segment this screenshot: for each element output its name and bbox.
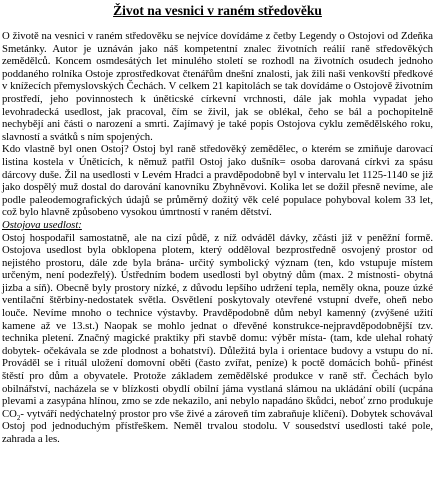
section-heading-usedlost: Ostojova usedlost: [2,218,82,231]
intro-paragraph: O životě na vesnici v raném středověku se nejvíce dovídáme z četby Legendy o Ostojovi od Zdeňka Smetánky. Autor je uznáván jako náš kompetentní znalec životních reálií raně středověkých zemědělců. Koncem osmdesátých let minulého století se rozhodl na životních osudech jednoho poddaného rolníka Ostoje zprostředkovat čtenářům dnešní znalosti, jak žili naši venkovští předkové v knížecích přemyslovských Čechách. V celkem 21 kapitolách se tak dovídáme o Ostojově životním prostředí, jeho povinnostech k úněticské církevní vrchnosti, dále jak mohla vypadat jeho levohradecká usedlost, jak pracoval, čím se živil, jak se oblékal, čeho se bál a pochopitelně nechybějí ani části o narození a smrti. Zajímavý je také popis Ostojova cyklu zemědělského roku, slavností a svátků s ním spojených. [2,30,433,143]
ostoj-paragraph: Kdo vlastně byl onen Ostoj? Ostoj byl raně středověký zemědělec, o kterém se zmiňuje darovací listina kostela v Úněticích, k němuž patřil Ostoj jako dušník= osoba darovaná církvi za spásu dárcovy duše. Žil na usedlosti v Levém Hradci a pravděpodobně byl v intervalu let 1125-1140 se již jako dospělý muž dostal do darování kanovníku Zbyhněvovi. Kolika let se dožil přesně nevíme, ale podle paleodemografických údajů se průměrný dožitý věk celé populace pohyboval kolem 33 let, což bylo hlavně způsobeno vysokou úmrtností v raném dětství. [2,143,433,219]
co2-subscript: 2 [16,413,21,422]
usedlost-paragraph [2,232,433,446]
usedlost-text-part-1: Ostoj hospodařil samostatně, ale na cizí půdě, z níž odváděl dávky, zčásti již v peněžní formě. Ostojova usedlost byla obklopena plotem, který odděloval bezprostředně osvojený prostor od nejistého prostoru, dále zde byla brána- určitý symbolický význam (ten, kdo vstupuje místem určeným, není podezřelý). Ústředním bodem usedlosti byl obytný dům (max. 2 místnosti- obytná jizba a síň). Obecně byly prostory nízké, z důvodu lepšího udržení tepla, neměly okna, pouze úzké ventilační štěrbiny-nedostatek světla. Osvětlení poskytovaly otevřené vstupní dveře, oheň nebo louče. Nevíme mnoho o technice výstavby. Pravděpodobně dům nebyl kamenný (zvýšené užití kamene až ve 13.st.) Naopak se mohlo jednat o dřevěné konstrukce-nejpravděpodobnější tzv. technika pletení. Značný magické praktiky při stavbě domu: výběr místa- (tam, kde ulehal rohatý dobytek- očekávala se zde plodnost a bohatství). Důležitá byla i orientace budovy a vstupu do ní. Prováděl se i rituál uložení domovní oběti (často zvířat, peníze) k poctě domácích bohů- přinést štěstí pro dům a obyvatele. Protože základem zemědělské produkce v raně stř. Čechách bylo obilnářství, nacházela se v blízkosti obydlí obilní jáma vystlaná slámou na ukládání obilí (ucpána plevami a zasypána hlínou, zmo se zde nekazilo, ani nebylo napadáno škůdci, neboť zrno produkuje CO [2,231,433,420]
usedlost-text-part-2: - vytváří nedýchatelný prostor pro vše živé a zároveň tím zabraňuje klíčení). Dobytek schovával Ostoj pod jednoduchým přístřeškem. Neměl trvalou stodolu. V sousedství usedlosti také pole, zahrada a les. [2,407,433,445]
document-title: Život na vesnici v raném středověku [113,3,322,18]
